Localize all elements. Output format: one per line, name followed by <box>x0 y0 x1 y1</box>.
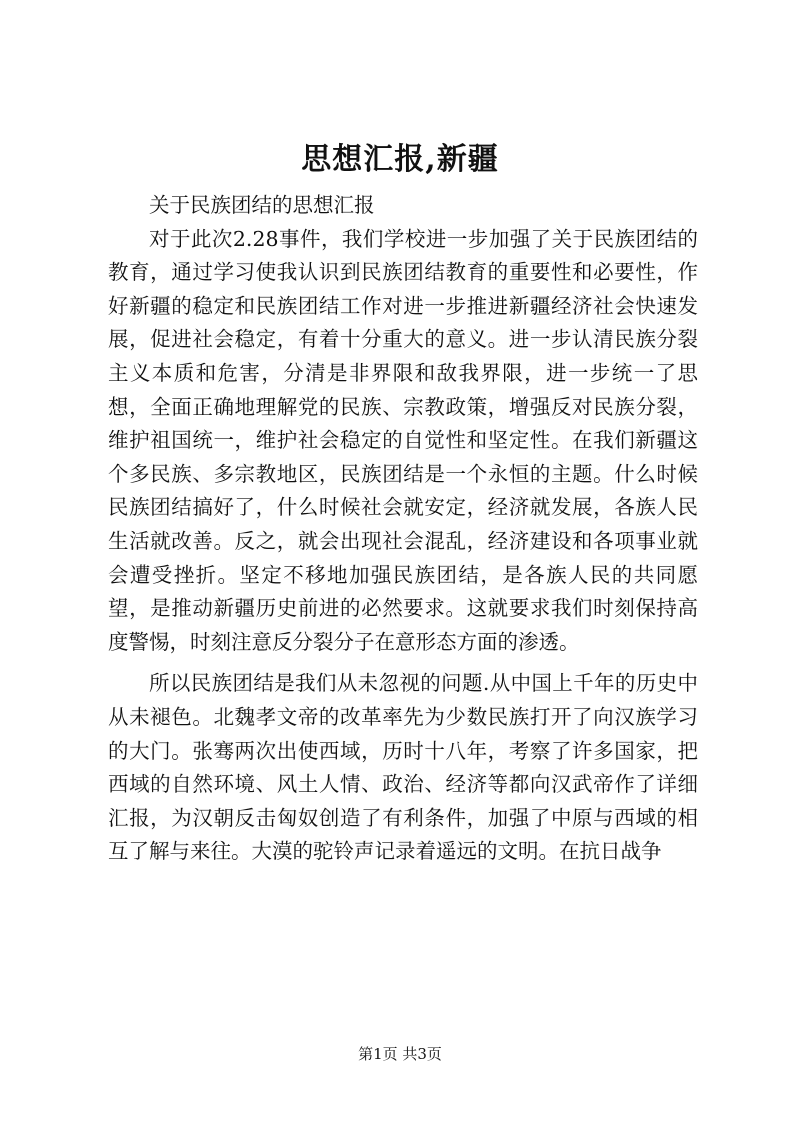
subtitle: 关于民族团结的思想汇报 <box>149 193 375 217</box>
page-title: 思想汇报,新疆 <box>301 142 499 177</box>
page-footer: 第1页 共3页 <box>358 1045 442 1063</box>
paragraph-1: 对于此次2.28事件，我们学校进一步加强了关于民族团结的教育，通过学习使我认识到民族团结教育的重要性和必要性，作好新疆的稳定和民族团结工作对进一步推进新疆经济社会快速发展，促进社会稳定，有着十分重大的意义。进一步认清民族分裂主义本质和危害，分清是非界限和敌我界限，进一步统一了思想，全面正确地理解党的民族、宗教政策，增强反对民族分裂，维护祖国统一，维护社会稳定的自觉性和坚定性。在我们新疆这个多民族、多宗教地区，民族团结是一个永恒的主题。什么时候民族团结搞好了，什么时候社会就安定，经济就发展，各族人民生活就改善。反之，就会出现社会混乱，经济建设和各项事业就会遭受挫折。坚定不移地加强民族团结，是各族人民的共同愿望，是推动新疆历史前进的必然要求。这就要求我们时刻保持高度警惕，时刻注意反分裂分子在意形态方面的渗透。 <box>108 226 698 654</box>
document-body <box>108 189 698 869</box>
paragraph-2: 所以民族团结是我们从未忽视的问题.从中国上千年的历史中从未褪色。北魏孝文帝的改革率先为少数民族打开了向汉族学习的大门。张骞两次出使西域，历时十八年，考察了许多国家，把西域的自然环境、风土人情、政治、经济等都向汉武帝作了详细汇报，为汉朝反击匈奴创造了有利条件，加强了中原与西域的相互了解与来往。大漠的驼铃声记录着遥远的文明。在抗日战争 <box>108 671 698 864</box>
